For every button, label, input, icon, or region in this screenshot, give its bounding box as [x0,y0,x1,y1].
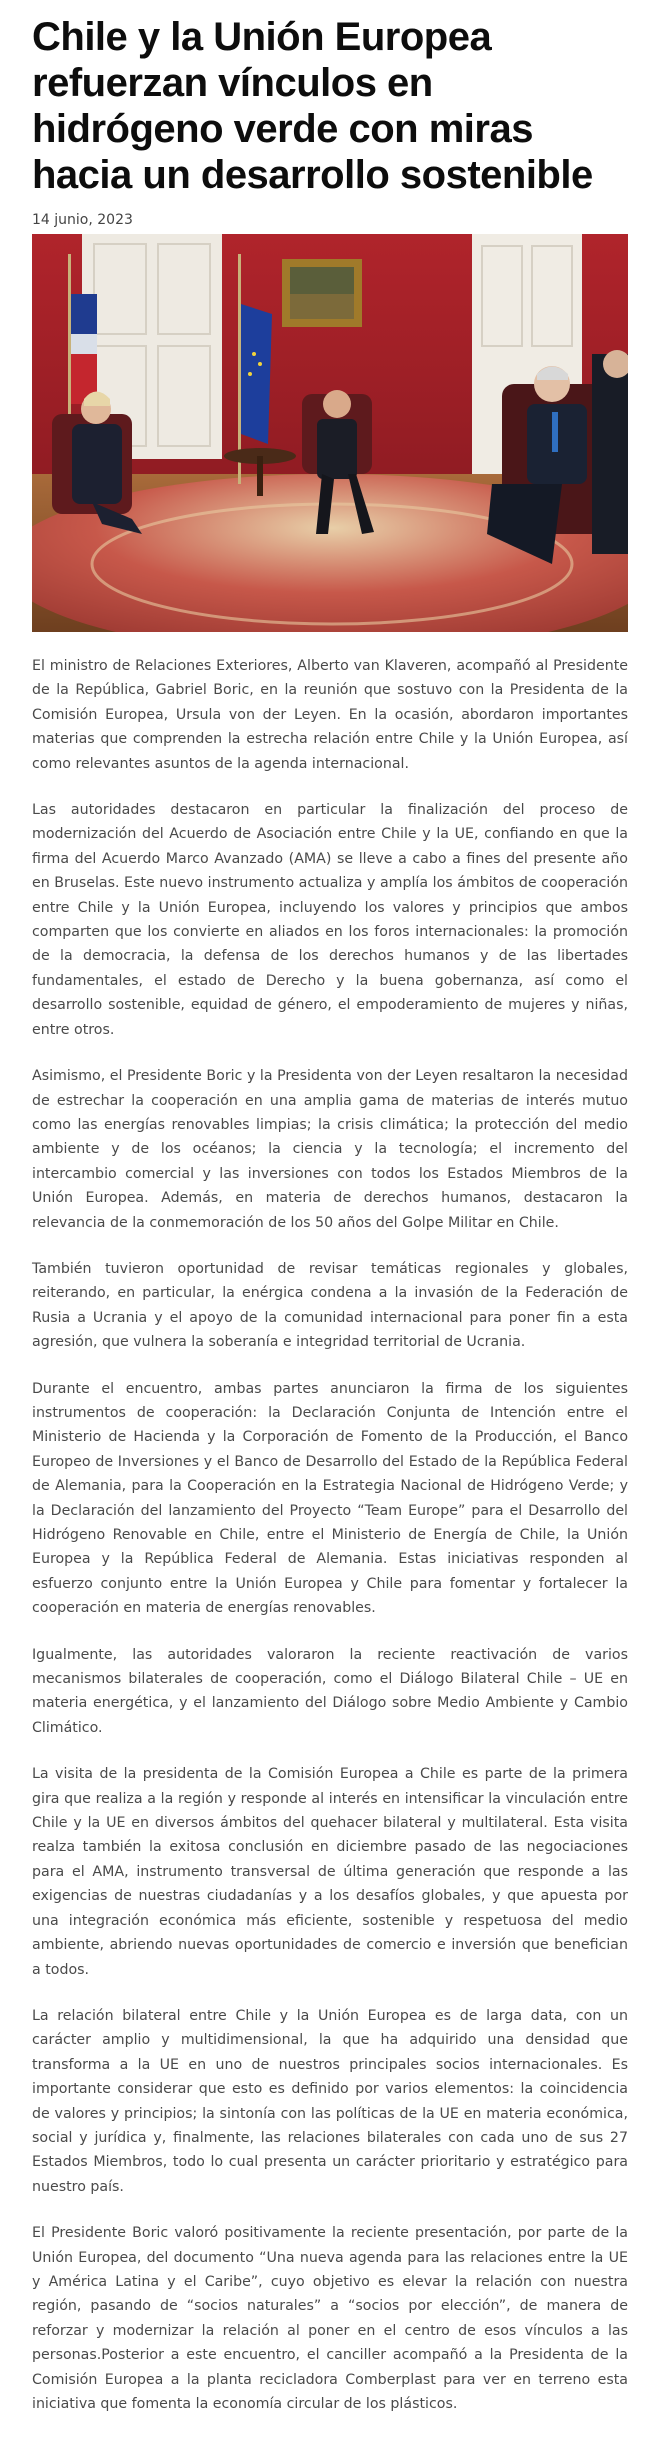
article-body [32,654,628,2416]
article-paragraph: La visita de la presidenta de la Comisión Europea a Chile es parte de la primera gira que realiza a la región y responde al interés en intensificar la vinculación entre Chile y la UE en diversos ámbitos del quehacer bilateral y multilateral. Esta visita realza también la exitosa conclusión en diciembre pasado de las negociaciones para el AMA, instrumento transversal de última generación que responde a las exigencias de nuestras ciudadanías y a los desafíos globales, y que apuesta por una integración económica más eficiente, sostenible y respetuosa del medio ambiente, abriendo nuevas oportunidades de comercio e inversión que benefician a todos. [32,1766,628,1978]
article [32,14,628,2438]
article-paragraph: La relación bilateral entre Chile y la Unión Europea es de larga data, con un carácter amplio y multidimensional, la que ha adquirido una densidad que transforma a la UE en uno de nuestros principales socios internacionales. Es importante considerar que esto es definido por varios elementos: la coincidencia de valores y principios; la sintonía con las políticas de la UE en materia económica, social y jurídica y, finalmente, las relaciones bilaterales con cada uno de sus 27 Estados Miembros, todo lo cual presenta un carácter prioritario y estratégico para nuestro país. [32,2007,628,2195]
article-paragraph: El ministro de Relaciones Exteriores, Alberto van Klaveren, acompañó al Presidente de la República, Gabriel Boric, en la reunión que sostuvo con la Presidenta de la Comisión Europea, Ursula von der Leyen. En la ocasión, abordaron importantes materias que comprenden la estrecha relación entre Chile y la Unión Europea, así como relevantes asuntos de la agenda internacional. [32,658,628,772]
article-paragraph: Las autoridades destacaron en particular la finalización del proceso de modernización del Acuerdo de Asociación entre Chile y la UE, confiando en que la firma del Acuerdo Marco Avanzado (AMA) se lleve a cabo a fines del presente año en Bruselas. Este nuevo instrumento actualiza y amplía los ámbitos de cooperación entre Chile y la Unión Europea, incluyendo los valores y principios que ambos comparten que los convierte en aliados en los foros internacionales: la promoción de la democracia, la defensa de los derechos humanos y de las libertades fundamentales, el estado de Derecho y la buena gobernanza, así como el desarrollo sostenible, equidad de género, el empoderamiento de mujeres y niñas, entre otros. [32,802,628,1038]
article-paragraph: Durante el encuentro, ambas partes anunciaron la firma de los siguientes instrumentos de cooperación: la Declaración Conjunta de Intención entre el Ministerio de Hacienda y la Corporación de Fomento de la Producción, el Banco Europeo de Inversiones y el Banco de Desarrollo del Estado de la República Federal de Alemania, para la Cooperación en la Estrategia Nacional de Hidrógeno Verde; y la Declaración del lanzamiento del Proyecto “Team Europe” para el Desarrollo del Hidrógeno Renovable en Chile, entre el Ministerio de Energía de Chile, la Unión Europea y la República Federal de Alemania. Estas iniciativas responden al esfuerzo conjunto entre la Unión Europea y Chile para fomentar y fortalecer la cooperación en materia de energías renovables. [32,1380,628,1617]
article-hero-image [32,234,628,632]
article-paragraph: Asimismo, el Presidente Boric y la Presidenta von der Leyen resaltaron la necesidad de estrechar la cooperación en una amplia gama de materias de interés mutuo como las energías renovables limpias; la crisis climática; la protección del medio ambiente y de los océanos; la ciencia y la tecnología; el incremento del intercambio comercial y las inversiones con todos los Estados Miembros de la Unión Europea. Además, en materia de derechos humanos, destacaron la relevancia de la conmemoración de los 50 años del Golpe Militar en Chile. [32,1068,628,1231]
article-title: Chile y la Unión Europea refuerzan vínculos en hidrógeno verde con miras hacia un desarrollo sostenible [32,15,593,197]
article-paragraph: El Presidente Boric valoró positivamente la reciente presentación, por parte de la Unión Europea, del documento “Una nueva agenda para las relaciones entre la UE y América Latina y el Caribe”, cuyo objetivo es elevar la relación con nuestra región, pasando de “socios naturales” a “socios por elección”, de manera de reforzar y modernizar la relación al poner en el centro de esos vínculos a las personas.Posterior a este encuentro, el canciller acompañó a la Presidenta de la Comisión Europea a la planta recicladora Comberplast para ver en terreno esta iniciativa que fomenta la economía circular de los plásticos. [32,2225,628,2412]
article-paragraph: Igualmente, las autoridades valoraron la reciente reactivación de varios mecanismos bilaterales de cooperación, como el Diálogo Bilateral Chile – UE en materia energética, y el lanzamiento del Diálogo sobre Medio Ambiente y Cambio Climático. [32,1646,628,1736]
article-date: 14 junio, 2023 [32,212,133,228]
article-paragraph: También tuvieron oportunidad de revisar temáticas regionales y globales, reiterando, en particular, la enérgica condena a la invasión de la Federación de Rusia a Ucrania y el apoyo de la comunidad internacional para poner fin a esta agresión, que vulnera la soberanía e integridad territorial de Ucrania. [32,1260,628,1351]
